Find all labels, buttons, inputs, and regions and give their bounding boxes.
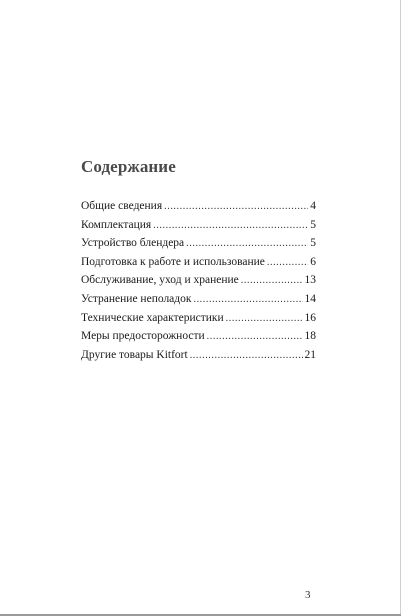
toc-entry-label: Технические характеристики xyxy=(81,311,224,324)
toc-title: Содержание xyxy=(81,157,176,176)
toc-entry-page: 21 xyxy=(304,348,316,361)
toc-entry-label: Общие сведения xyxy=(81,200,163,212)
toc-dot-leader xyxy=(226,310,303,327)
toc-entry-general-info[interactable] xyxy=(81,198,316,215)
toc-entry-page: 5 xyxy=(310,237,316,250)
toc-entry-label: Обслуживание, уход и хранение xyxy=(81,274,239,287)
toc-entry-page: 6 xyxy=(310,255,316,268)
toc-dot-leader xyxy=(164,198,308,215)
toc-entry-label: Комплектация xyxy=(81,218,152,231)
toc-dot-leader xyxy=(193,291,302,308)
toc-entry-page: 18 xyxy=(304,330,316,343)
toc-dot-leader xyxy=(186,235,308,252)
page-number: 3 xyxy=(305,589,311,601)
toc-dot-leader xyxy=(190,347,303,364)
toc-entry-other-products[interactable] xyxy=(81,347,316,364)
toc-entry-safety[interactable] xyxy=(81,328,316,345)
toc-entry-blender-layout[interactable] xyxy=(81,235,316,252)
toc-entry-specifications[interactable] xyxy=(81,310,316,327)
toc-dot-leader xyxy=(207,328,303,345)
toc-entry-page: 13 xyxy=(304,274,316,287)
toc-entry-maintenance[interactable] xyxy=(81,272,316,289)
toc-list xyxy=(81,198,316,365)
toc-entry-label: Устранение неполадок xyxy=(81,292,192,305)
toc-dot-leader xyxy=(267,254,308,271)
toc-entry-label: Подготовка к работе и использование xyxy=(81,255,265,268)
toc-dot-leader xyxy=(153,217,308,234)
toc-entry-preparation-and-use[interactable] xyxy=(81,254,316,271)
toc-dot-leader xyxy=(241,272,303,289)
toc-entry-page: 14 xyxy=(304,292,316,305)
toc-entry-troubleshooting[interactable] xyxy=(81,291,316,308)
toc-entry-label: Другие товары Kitfort xyxy=(81,348,188,361)
toc-entry-label: Устройство блендера xyxy=(81,237,185,250)
toc-entry-package-contents[interactable] xyxy=(81,217,316,234)
toc-entry-label: Меры предосторожности xyxy=(81,330,205,343)
toc-entry-page: 5 xyxy=(310,218,316,231)
toc-entry-page: 4 xyxy=(310,200,316,212)
toc-entry-page: 16 xyxy=(304,311,316,324)
